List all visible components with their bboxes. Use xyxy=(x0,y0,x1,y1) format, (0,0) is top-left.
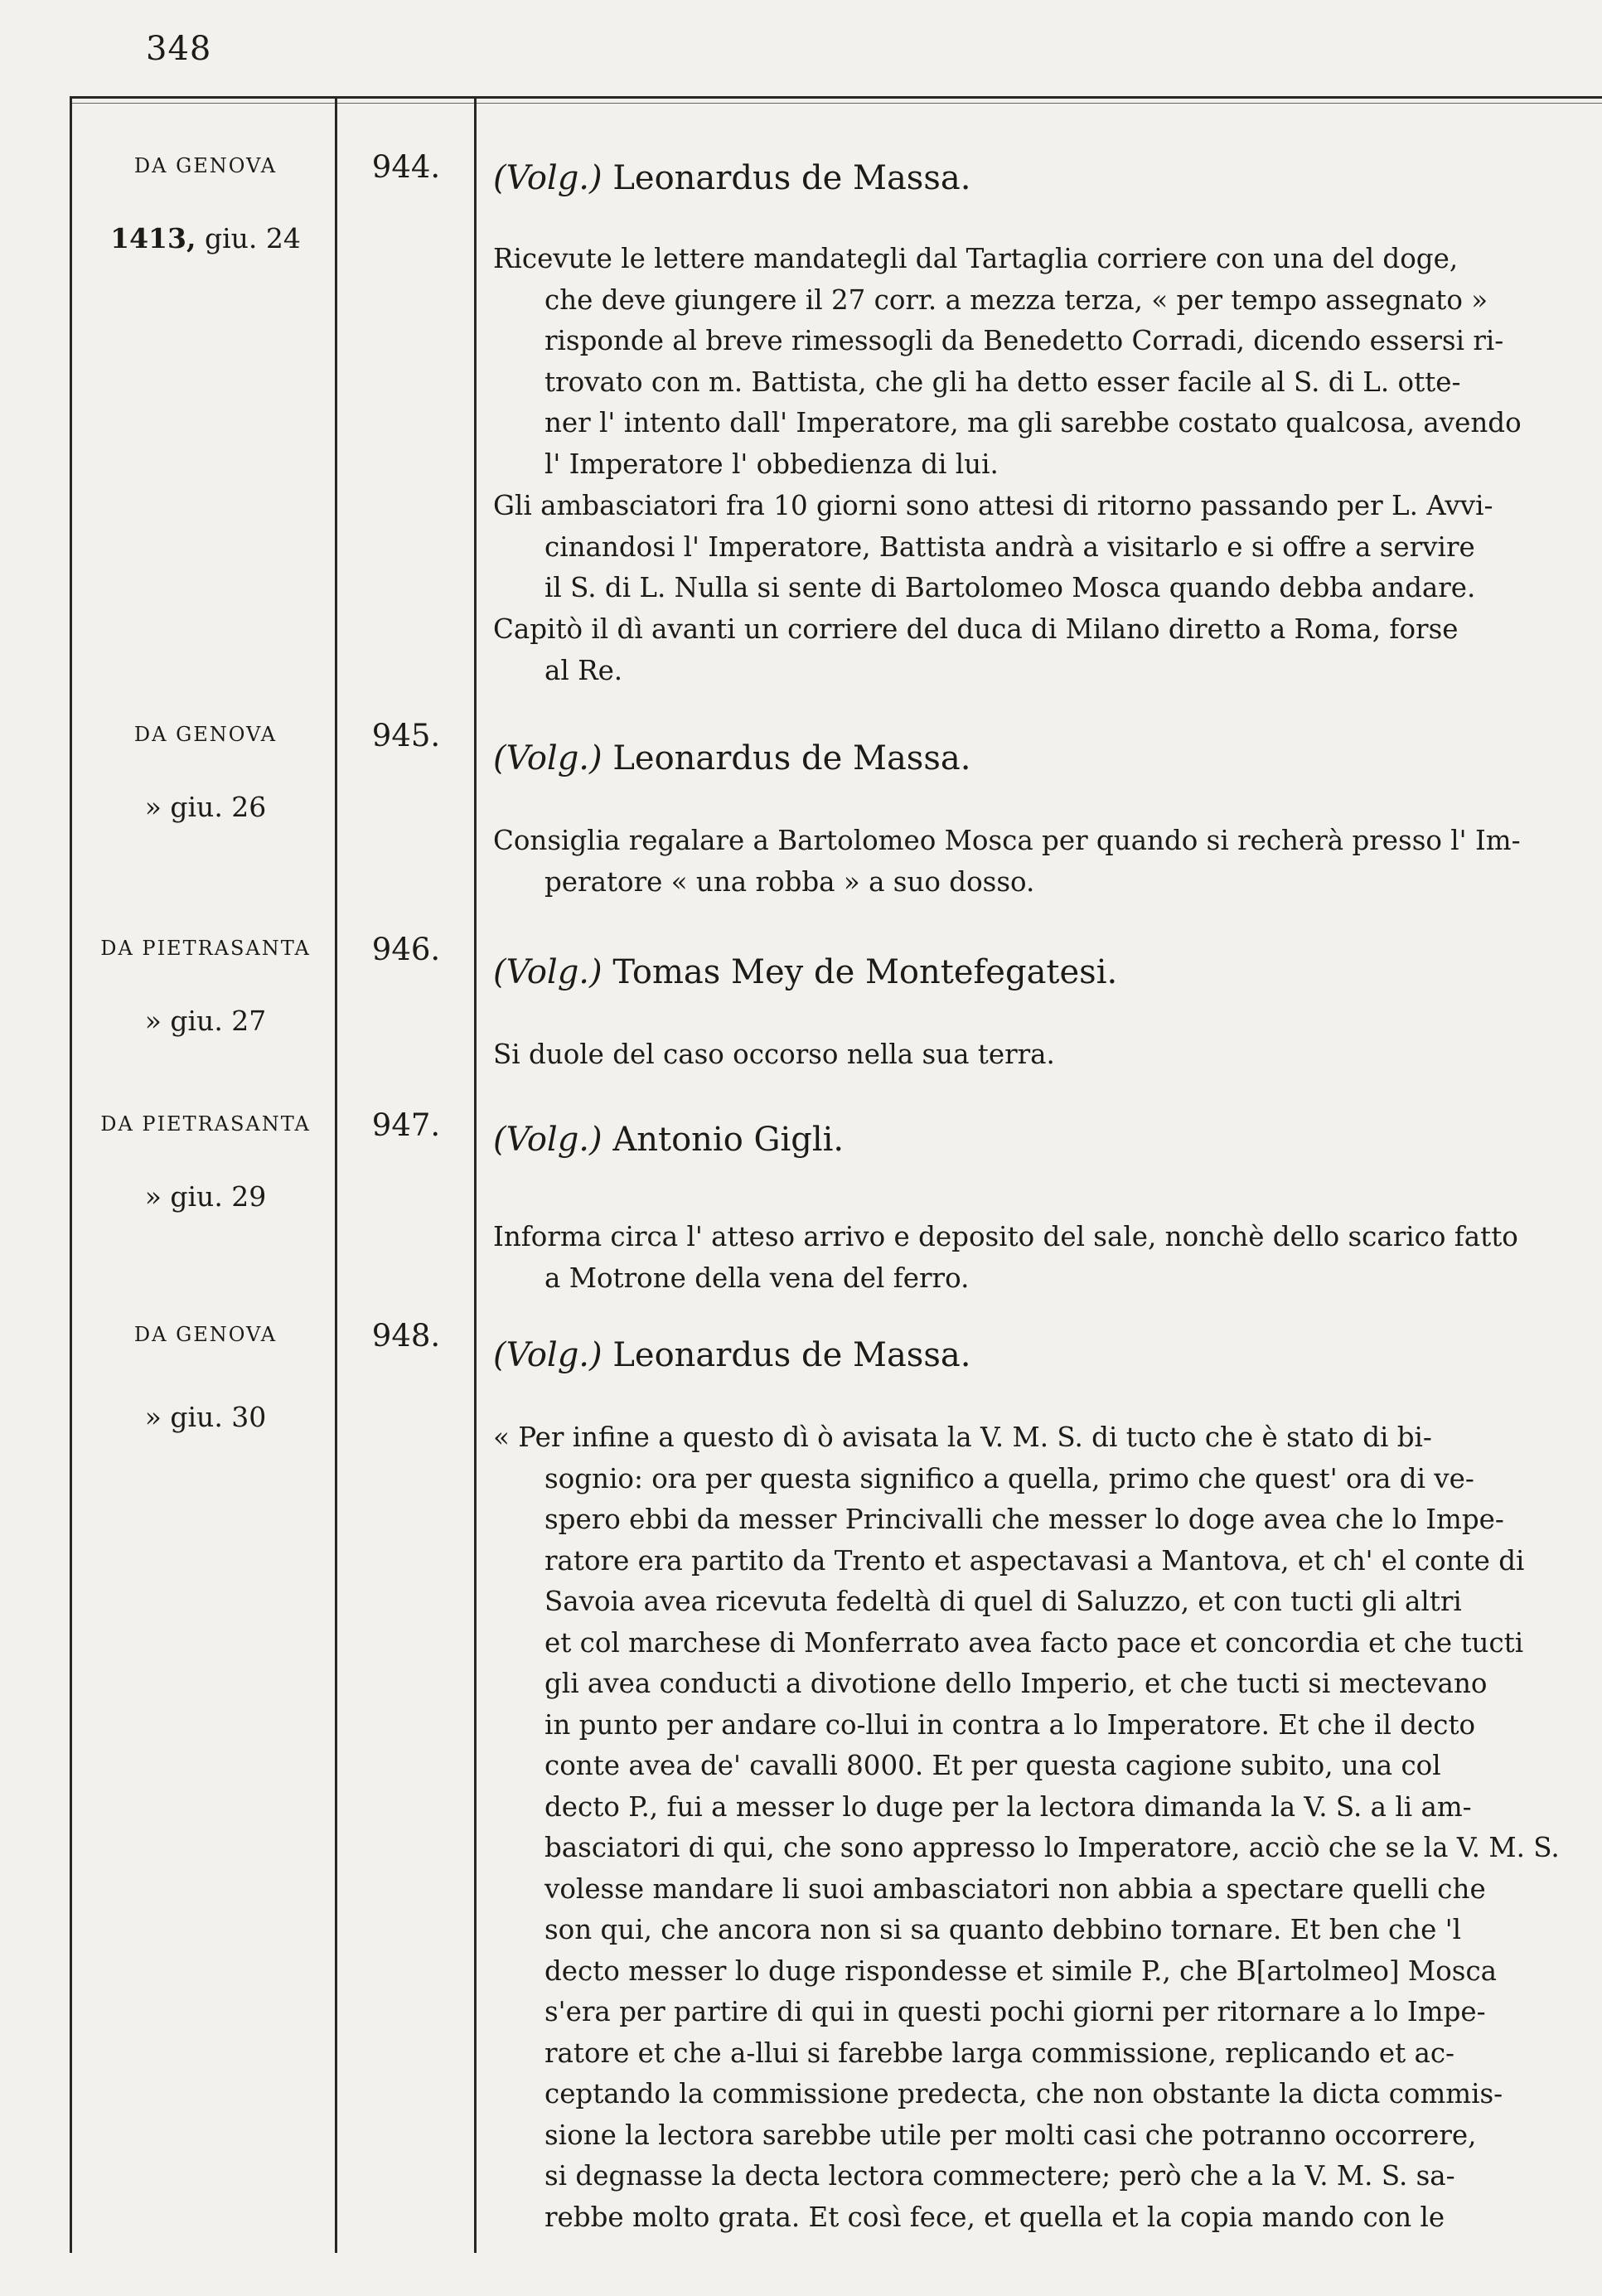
text-line: Gli ambasciatori fra 10 giorni sono attesi di ritorno passando per L. Avvi- xyxy=(493,490,1493,521)
text-line: l' Imperatore l' obbedienza di lui. xyxy=(544,448,999,480)
summary-paragraph xyxy=(493,1217,1571,1299)
text-line: volesse mandare li suoi ambasciatori non abbia a spectare quelli che xyxy=(544,1872,1486,1905)
text-line: risponde al breve rimessogli da Benedetto Corradi, dicendo essersi ri- xyxy=(544,325,1504,356)
header-rule-thin xyxy=(70,103,1602,104)
text-line: Savoia avea ricevuta fedeltà di quel di Saluzzo, et con tucti gli altri xyxy=(544,1586,1462,1617)
letter-date: » giu. 27 xyxy=(144,1005,267,1037)
sender-place: DA GENOVA xyxy=(133,723,278,746)
title-volg: (Volg.) xyxy=(493,1121,603,1159)
entry-number: 946. xyxy=(371,932,441,967)
title-author: Antonio Gigli. xyxy=(602,1121,845,1159)
text-line: il S. di L. Nulla si sente di Bartolomeo Mosca quando debba andare. xyxy=(544,572,1476,603)
column-rule-right xyxy=(474,98,477,2253)
text-line: gli avea conducti a divotione dello Imperio, et che tucti si mectevano xyxy=(544,1668,1488,1699)
text-line: che deve giungere il 27 corr. a mezza terza, « per tempo assegnato » xyxy=(544,283,1488,316)
text-line: spero ebbi da messer Princivalli che messer lo doge avea che lo Impe- xyxy=(544,1504,1504,1535)
summary-paragraph xyxy=(493,609,1571,691)
entry-number: 945. xyxy=(371,718,441,753)
text-line: s'era per partire di qui in questi pochi giorni per ritornare a lo Impe- xyxy=(544,1996,1486,2027)
letter-date xyxy=(81,222,330,254)
date-day: giu. 24 xyxy=(196,222,301,254)
summary-paragraph xyxy=(493,821,1571,903)
text-line: ceptando la commissione predecta, che non obstante la dicta commis- xyxy=(544,2078,1503,2110)
title-volg: (Volg.) xyxy=(493,739,603,777)
date-year: 1413, xyxy=(110,222,196,254)
page-number: 348 xyxy=(146,30,212,68)
header-rule xyxy=(70,96,1602,99)
text-line: si degnasse la decta lectora commectere; però che a la V. M. S. sa- xyxy=(544,2160,1455,2192)
entry-title xyxy=(493,1121,844,1159)
summary-paragraph xyxy=(493,239,1571,485)
text-line: sione la lectora sarebbe utile per molti casi che potranno occorrere, xyxy=(544,2119,1477,2151)
sender-place: DA PIETRASANTA xyxy=(100,1112,311,1136)
title-author: Leonardus de Massa. xyxy=(602,159,971,197)
text-line: « Per infine a questo dì ò avisata la V. M. S. di tucto che è stato di bi- xyxy=(493,1422,1432,1453)
title-author: Leonardus de Massa. xyxy=(602,739,971,777)
text-line: conte avea de' cavalli 8000. Et per questa cagione subito, una col xyxy=(544,1750,1441,1781)
entry-title xyxy=(493,739,970,777)
column-rule-left xyxy=(70,98,72,2253)
entry-number: 947. xyxy=(371,1107,441,1143)
text-line: Capitò il dì avanti un corriere del duca di Milano diretto a Roma, forse xyxy=(493,613,1459,645)
text-line: trovato con m. Battista, che gli ha detto esser facile al S. di L. otte- xyxy=(544,366,1461,398)
text-line: Consiglia regalare a Bartolomeo Mosca per quando si recherà presso l' Im- xyxy=(493,825,1521,856)
letter-date: » giu. 26 xyxy=(144,791,267,823)
entry-title xyxy=(493,159,970,197)
letter-transcription xyxy=(493,1417,1571,2238)
column-rule-middle xyxy=(335,98,337,2253)
text-line: son qui, che ancora non si sa quanto debbino tornare. Et ben che 'l xyxy=(544,1914,1462,1945)
text-line: Si duole del caso occorso nella sua terra. xyxy=(493,1039,1055,1070)
summary-paragraph xyxy=(493,1034,1571,1076)
text-line: Ricevute le lettere mandategli dal Tartaglia corriere con una del doge, xyxy=(493,243,1459,274)
entry-title xyxy=(493,953,1117,991)
entry-number: 948. xyxy=(371,1318,441,1354)
text-line: cinandosi l' Imperatore, Battista andrà a visitarlo e si offre a servire xyxy=(544,530,1475,563)
text-line: decto P., fui a messer lo duge per la lectora dimanda la V. S. a li am- xyxy=(544,1790,1472,1823)
sender-place: DA GENOVA xyxy=(133,154,278,177)
text-line: et col marchese di Monferrato avea facto pace et concordia et che tucti xyxy=(544,1626,1524,1659)
title-volg: (Volg.) xyxy=(493,159,603,197)
title-volg: (Volg.) xyxy=(493,953,603,991)
text-line: decto messer lo duge rispondesse et simile P., che B[artolmeo] Mosca xyxy=(544,1955,1498,1987)
text-line: a Motrone della vena del ferro. xyxy=(544,1262,970,1294)
summary-paragraph xyxy=(493,486,1571,609)
title-author: Tomas Mey de Montefegatesi. xyxy=(602,953,1118,991)
text-line: ratore era partito da Trento et aspectavasi a Mantova, et ch' el conte di xyxy=(544,1544,1525,1577)
text-line: Informa circa l' atteso arrivo e deposito del sale, nonchè dello scarico fatto xyxy=(493,1221,1518,1252)
text-line: in punto per andare co-llui in contra a lo Imperatore. Et che il decto xyxy=(544,1708,1476,1741)
entry-title xyxy=(493,1336,970,1374)
text-line: sognio: ora per questa significo a quella, primo che quest' ora di ve- xyxy=(544,1462,1474,1494)
text-line: peratore « una robba » a suo dosso. xyxy=(544,865,1035,898)
entry-number: 944. xyxy=(371,149,441,185)
text-line: basciatori di qui, che sono appresso lo Imperatore, acciò che se la V. M. S. xyxy=(544,1832,1560,1863)
text-line: ner l' intento dall' Imperatore, ma gli sarebbe costato qualcosa, avendo xyxy=(544,407,1522,438)
letter-date: » giu. 30 xyxy=(144,1401,267,1433)
title-volg: (Volg.) xyxy=(493,1336,603,1374)
text-line: al Re. xyxy=(544,654,623,686)
title-author: Leonardus de Massa. xyxy=(602,1336,971,1374)
sender-place: DA GENOVA xyxy=(133,1323,278,1346)
text-line: ratore et che a-llui si farebbe larga commissione, replicando et ac- xyxy=(544,2037,1455,2069)
text-line: rebbe molto grata. Et così fece, et quella et la copia mando con le xyxy=(544,2201,1445,2233)
sender-place: DA PIETRASANTA xyxy=(100,937,311,960)
letter-date: » giu. 29 xyxy=(144,1180,267,1213)
